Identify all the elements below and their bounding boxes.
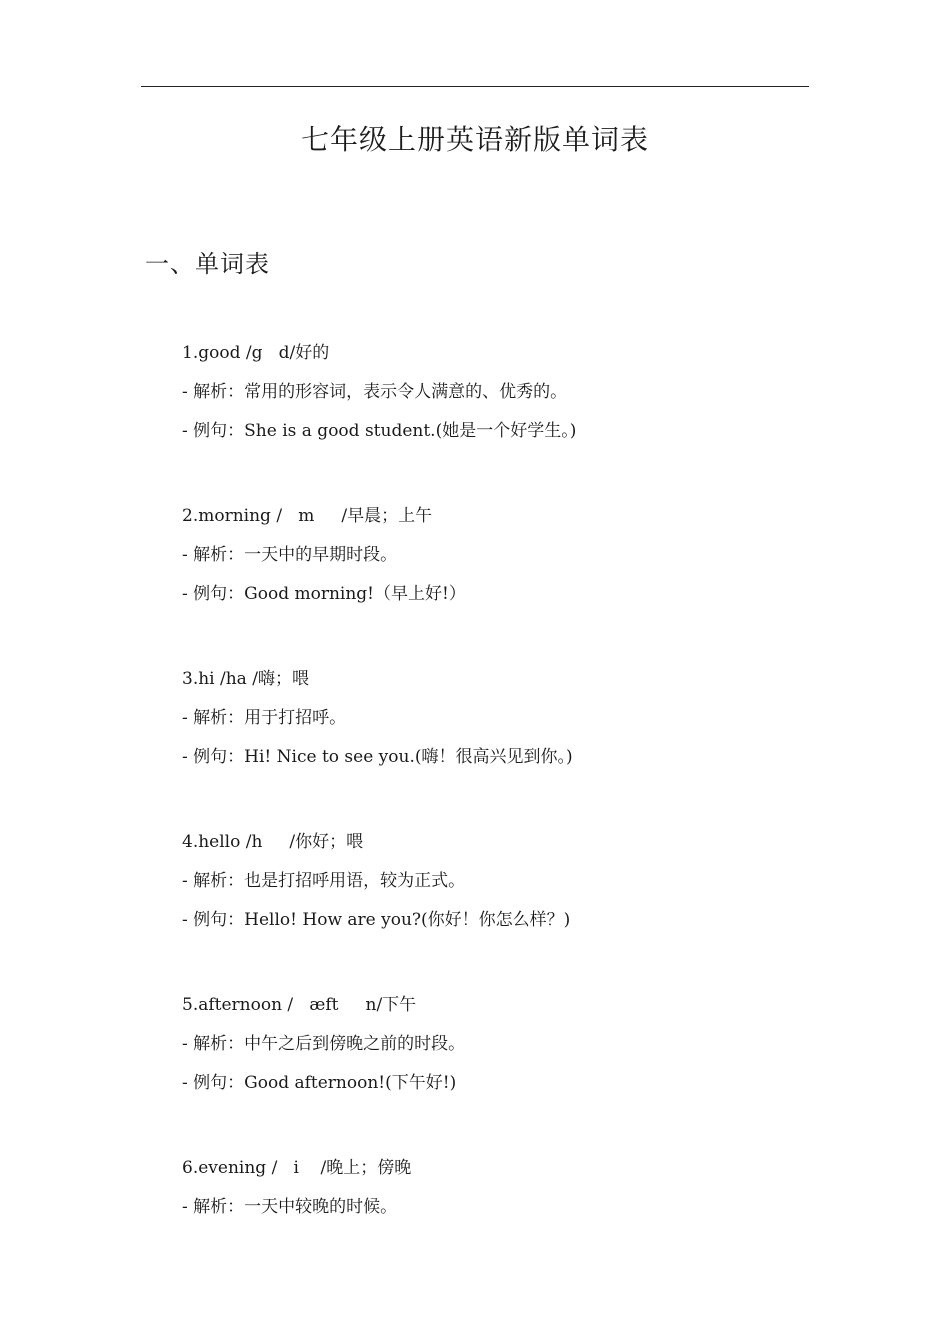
entry-example: - 例句：Hi! Nice to see you.(嗨！很高兴见到你。): [182, 747, 573, 767]
entry-headword: 3.hi /ha /嗨；喂: [182, 669, 309, 689]
entry-example: - 例句：She is a good student.(她是一个好学生。): [182, 421, 577, 441]
entry-analysis: - 解析：一天中的早期时段。: [182, 545, 398, 565]
entry-analysis: - 解析：中午之后到傍晚之前的时段。: [182, 1034, 466, 1054]
page-title: 七年级上册英语新版单词表: [300, 123, 649, 156]
entry-headword: 6.evening / i /晚上；傍晚: [182, 1158, 412, 1178]
word-entry: [182, 829, 802, 992]
entry-analysis: - 解析：常用的形容词，表示令人满意的、优秀的。: [182, 382, 568, 402]
word-entry: [182, 503, 802, 666]
word-list: [182, 340, 802, 1318]
word-entry: [182, 666, 802, 829]
entry-headword: 2.morning / m /早晨；上午: [182, 506, 433, 526]
entry-analysis: - 解析：用于打招呼。: [182, 708, 347, 728]
entry-headword: 5.afternoon / æft n/下午: [182, 995, 417, 1015]
entry-headword: 1.good /g d/好的: [182, 343, 330, 363]
entry-analysis: - 解析：一天中较晚的时候。: [182, 1197, 398, 1217]
word-entry: [182, 992, 802, 1155]
word-entry: [182, 340, 802, 503]
top-rule: [141, 86, 809, 87]
section-heading: 一、单词表: [145, 250, 270, 278]
word-entry: [182, 1155, 802, 1318]
entry-example: - 例句：Good morning!（早上好!）: [182, 584, 466, 604]
entry-analysis: - 解析：也是打招呼用语，较为正式。: [182, 871, 466, 891]
entry-example: - 例句：Hello! How are you?(你好！你怎么样？): [182, 910, 571, 930]
entry-example: - 例句：Good afternoon!(下午好!): [182, 1073, 457, 1093]
entry-headword: 4.hello /h /你好；喂: [182, 832, 364, 852]
